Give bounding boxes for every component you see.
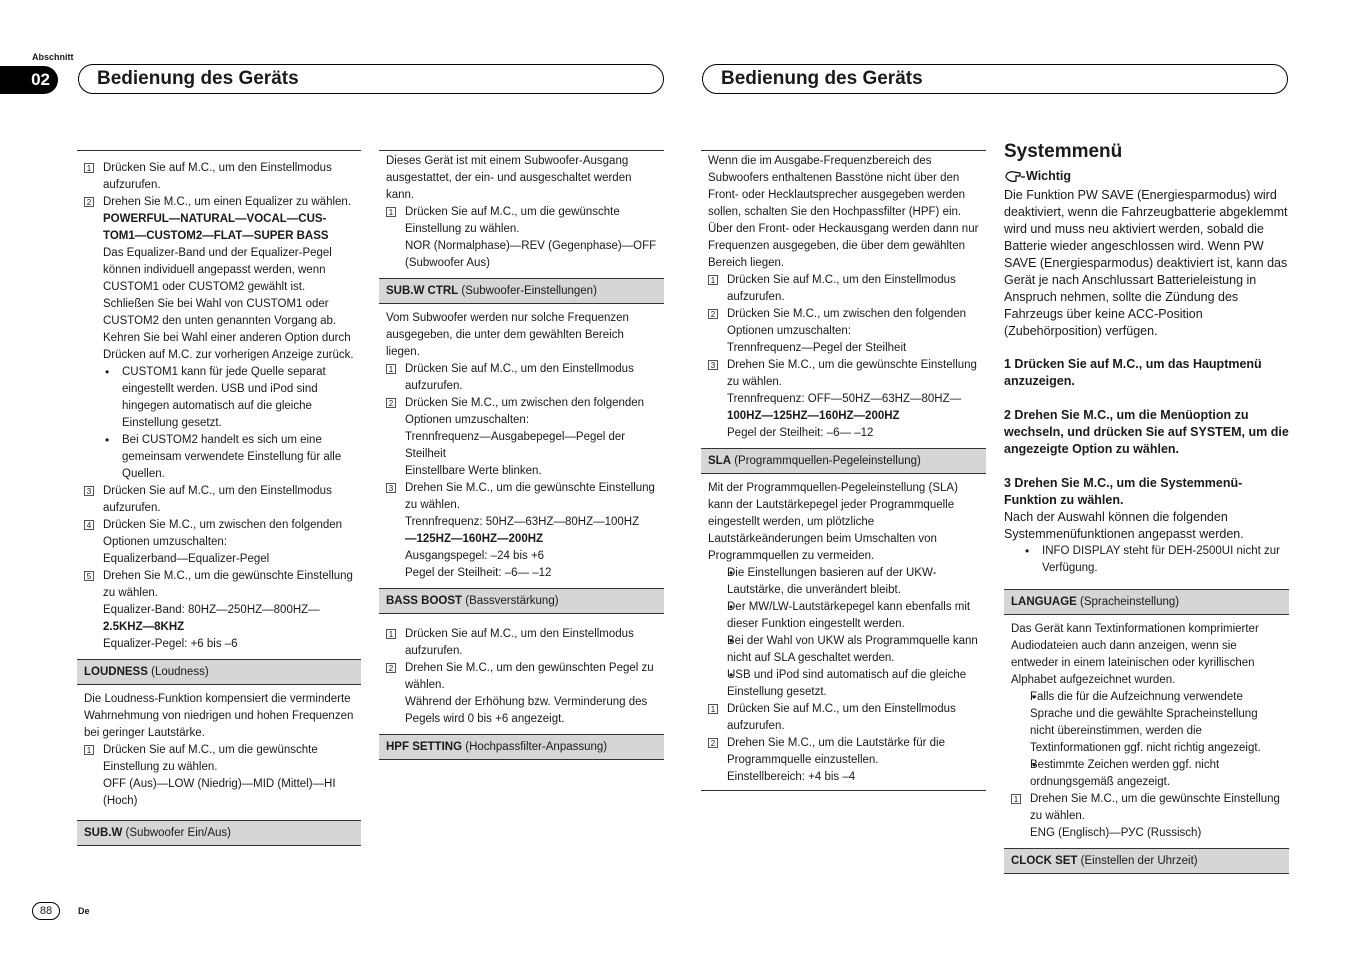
option-line: 100HZ—125HZ—160HZ—200HZ (727, 410, 900, 422)
column-3 (701, 150, 986, 791)
list-item: 1 Drücken Sie auf M.C., um die gewünschte Einstellung zu wählen. (386, 204, 660, 238)
option-line: Einstellbereich: +4 bis –4 (727, 771, 856, 783)
list-item: 1 Drücken Sie auf M.C., um den Einstellmodus aufzurufen. (708, 272, 982, 306)
setting-key: CLOCK SET (1011, 855, 1078, 867)
subw-ctrl-description: Vom Subwoofer werden nur solche Frequenzen ausgegeben, die unter dem gewählten Bereich liegen. (386, 312, 629, 358)
option-line: Ausgangspegel: –24 bis +6 (405, 550, 545, 562)
step-text: Drehen Sie M.C., um die gewünschte Einstellung zu wählen. (103, 570, 353, 599)
eq-options-line: POWERFUL—NATURAL—VOCAL—CUS- (103, 213, 327, 225)
option-line: Trennfrequenz: OFF—50HZ—63HZ—80HZ— (727, 393, 962, 405)
option-line: Während der Erhöhung bzw. Verminderung des Pegels wird 0 bis +6 angezeigt. (405, 696, 648, 725)
option-line: Equalizerband—Equalizer-Pegel (103, 553, 270, 565)
list-item: 1 Drücken Sie auf M.C., um den Einstellmodus aufzurufen. (708, 701, 982, 735)
bullet-item (708, 633, 982, 667)
setting-key: LANGUAGE (1011, 596, 1077, 608)
list-item: 2 Drehen Sie M.C., um die Lautstärke für die Programmquelle einzustellen. (708, 735, 982, 769)
option-line: Trennfrequenz—Pegel der Steilheit (727, 342, 907, 354)
option-line: Equalizer-Pegel: +6 bis –6 (103, 638, 238, 650)
list-item: 2 Drehen Sie M.C., um den gewünschten Pegel zu wählen. (386, 660, 660, 694)
system-step-1: 1 Drücken Sie auf M.C., um das Hauptmenü anzuzeigen. (1004, 357, 1262, 388)
section-header-sla (701, 448, 986, 474)
loudness-description: Die Loudness-Funktion kompensiert die verminderte Wahrnehmung von niedrigen und hohen Frequenzen bei geringer Lautstärke. (84, 693, 354, 739)
setting-desc: (Hochpassfilter-Anpassung) (465, 741, 608, 753)
option-line: Trennfrequenz: 50HZ—63HZ—80HZ—100HZ (405, 516, 640, 528)
list-item: 1 Drücken Sie auf M.C., um den Einstellmodus aufzurufen. (386, 361, 660, 395)
setting-desc: (Subwoofer-Einstellungen) (461, 285, 597, 297)
option-line: 2.5KHZ—8KHZ (103, 621, 185, 633)
important-description: Die Funktion PW SAVE (Energiesparmodus) wird deaktiviert, wenn die Fahrzeugbatterie abgeklemmt wird und muss neu aktiviert werden, sobald die Batterie wieder angeschlossen wird. Wenn PW SAVE (Energiesparmodus) deaktiviert ist, kann das Gerät je nach Anschlussart Batterieleistung in Anspruch nehmen, sollte die Zündung des Fahrzeugs über keine ACC-Position (Zubehörposition) verfügen. (1004, 188, 1288, 338)
system-step-2: 2 Drehen Sie M.C., um die Menüoption zu wechseln, und drücken Sie auf SYSTEM, um die angezeigte Option zu wählen. (1004, 408, 1289, 456)
bullet-item (84, 364, 357, 432)
list-item: 5 Drehen Sie M.C., um die gewünschte Einstellung zu wählen. (84, 568, 357, 602)
sla-description: Mit der Programmquellen-Pegeleinstellung (SLA) kann der Lautstärkepegel jeder Programmquelle eingestellt werden, um plötzliche Lautstärkeänderungen beim Umschalten von Programmquellen zu vermeiden. (708, 482, 958, 562)
hpf-description: Wenn die im Ausgabe-Frequenzbereich des Subwoofers enthaltenen Basstöne nicht über den Front- oder Hecklautsprecher ausgegeben werden sollen, schalten Sie den Hochpassfilter (HPF) ein. Über den Front- oder Heckausgang werden dann nur Frequenzen ausgegeben, die über dem gewählten Bereich liegen. (708, 155, 979, 269)
list-item: 1 Drücken Sie auf M.C., um den Einstellmodus aufzurufen. (84, 160, 357, 194)
option-line: —125HZ—160HZ—200HZ (405, 533, 544, 545)
step-text: Drücken Sie M.C., um zwischen den folgenden Optionen umzuschalten: (405, 397, 645, 426)
step-text: Drücken Sie auf M.C., um den Einstellmodus aufzurufen. (405, 628, 634, 657)
page-number: 88 (32, 902, 60, 920)
step-text: Drücken Sie auf M.C., um die gewünschte Einstellung zu wählen. (405, 206, 620, 235)
setting-desc: (Spracheinstellung) (1080, 596, 1180, 608)
bullet-item (1004, 543, 1289, 577)
section-header-bass-boost (379, 588, 664, 614)
bullet-text: Bei CUSTOM2 handelt es sich um eine gemeinsam verwendete Einstellung für alle Quellen. (122, 434, 342, 480)
section-header-clock-set (1004, 848, 1289, 874)
important-label (1004, 168, 1289, 185)
column-4 (1004, 143, 1289, 880)
list-item: 1 Drehen Sie M.C., um die gewünschte Einstellung zu wählen. (1011, 791, 1285, 825)
bullet-item (84, 432, 357, 483)
step-text: Drehen Sie M.C., um einen Equalizer zu wählen. (103, 196, 352, 208)
setting-key: SUB.W CTRL (386, 285, 459, 297)
bullet-text: Die Einstellungen basieren auf der UKW-Lautstärke, die unverändert bleibt. (727, 567, 937, 596)
warning-hand-icon (1004, 170, 1026, 184)
section-header-subw (77, 820, 361, 846)
list-item: 4 Drücken Sie M.C., um zwischen den folgenden Optionen umzuschalten: (84, 517, 357, 551)
list-item: 2 Drücken Sie M.C., um zwischen den folgenden Optionen umzuschalten: (386, 395, 660, 429)
column-1 (77, 150, 361, 852)
step-text: Drücken Sie auf M.C., um den Einstellmodus aufzurufen. (727, 703, 956, 732)
column-2 (379, 150, 664, 766)
eq-options-line: TOM1—CUSTOM2—FLAT—SUPER BASS (103, 230, 329, 242)
bullet-text: Bestimmte Zeichen werden ggf. nicht ordnungsgemäß angezeigt. (1030, 759, 1220, 788)
bullet-item (1011, 757, 1285, 791)
setting-key: BASS BOOST (386, 595, 463, 607)
step-text: Drücken Sie auf M.C., um den Einstellmodus aufzurufen. (103, 162, 332, 191)
bullet-text: CUSTOM1 kann für jede Quelle separat eingestellt werden. USB und iPod sind hingegen automatisch auf die gleiche Einstellung gesetzt. (122, 366, 326, 429)
system-step-3-description: Nach der Auswahl können die folgenden Systemmenüfunktionen angepasst werden. (1004, 510, 1244, 541)
setting-desc: (Einstellen der Uhrzeit) (1080, 855, 1198, 867)
step-text: Drehen Sie M.C., um die gewünschte Einstellung zu wählen. (727, 359, 977, 388)
setting-desc: (Loudness) (151, 666, 209, 678)
step-text: Drücken Sie M.C., um zwischen den folgenden Optionen umzuschalten: (103, 519, 343, 548)
important-text: Wichtig (1026, 169, 1072, 183)
section-header-loudness (77, 659, 361, 685)
eq-description: Das Equalizer-Band und der Equalizer-Pegel können individuell angepasst werden, wenn CUSTOM1 oder CUSTOM2 gewählt ist. Schließen Sie bei Wahl von CUSTOM1 oder CUSTOM2 den unten genannten Vorgang ab. Kehren Sie bei Wahl einer anderen Option durch Drücken auf M.C. zur vorherigen Anzeige zurück. (103, 247, 354, 361)
setting-key: SUB.W (84, 827, 123, 839)
bullet-text: Bei der Wahl von UKW als Programmquelle kann nicht auf SLA geschaltet werden. (727, 635, 978, 664)
option-line: Pegel der Steilheit: –6— –12 (405, 567, 552, 579)
step-text: Drücken Sie auf M.C., um den Einstellmodus aufzurufen. (103, 485, 332, 514)
step-text: Drehen Sie M.C., um die gewünschte Einstellung zu wählen. (405, 482, 655, 511)
step-text: Drehen Sie M.C., um den gewünschten Pegel zu wählen. (405, 662, 654, 691)
list-item: 3 Drehen Sie M.C., um die gewünschte Einstellung zu wählen. (708, 357, 982, 391)
system-menu-title: Systemmenü (1004, 141, 1123, 162)
system-step-3: 3 Drehen Sie M.C., um die Systemmenü-Funktion zu wählen. (1004, 476, 1243, 507)
setting-desc: (Programmquellen-Pegeleinstellung) (734, 455, 921, 467)
bullet-item (708, 565, 982, 599)
step-text: Drehen Sie M.C., um die Lautstärke für die Programmquelle einzustellen. (727, 737, 945, 766)
bullet-text: USB und iPod sind automatisch auf die gleiche Einstellung gesetzt. (727, 669, 967, 698)
option-line: Einstellbare Werte blinken. (405, 465, 542, 477)
option-line: NOR (Normalphase)—REV (Gegenphase)—OFF (Subwoofer Aus) (405, 240, 657, 269)
list-item: 2 Drehen Sie M.C., um einen Equalizer zu wählen. (84, 194, 357, 211)
step-text: Drücken Sie auf M.C., um die gewünschte Einstellung zu wählen. (103, 744, 318, 773)
section-number-tab: 02 (0, 66, 58, 94)
eq-options (84, 211, 357, 245)
list-item: 1 Drücken Sie auf M.C., um den Einstellmodus aufzurufen. (386, 626, 660, 660)
list-item: 1 Drücken Sie auf M.C., um die gewünschte Einstellung zu wählen. (84, 742, 357, 776)
section-header-language (1004, 589, 1289, 615)
bullet-item (1011, 689, 1285, 757)
option-line: ENG (Englisch)—РУС (Russisch) (1030, 827, 1202, 839)
option-line: Pegel der Steilheit: –6— –12 (727, 427, 874, 439)
section-header-subw-ctrl (379, 278, 664, 304)
list-item: 3 Drehen Sie M.C., um die gewünschte Einstellung zu wählen. (386, 480, 660, 514)
bullet-item (708, 599, 982, 633)
bullet-text: Falls die für die Aufzeichnung verwendete Sprache und die gewählte Spracheinstellung nicht übereinstimmen, werden die Textinformationen ggf. nicht richtig angezeigt. (1030, 691, 1261, 754)
setting-desc: (Bassverstärkung) (465, 595, 559, 607)
option-line: Trennfrequenz—Ausgabepegel—Pegel der Steilheit (405, 431, 626, 460)
step-text: Drücken Sie auf M.C., um den Einstellmodus aufzurufen. (405, 363, 634, 392)
step-text: Drücken Sie auf M.C., um den Einstellmodus aufzurufen. (727, 274, 956, 303)
page-title-right: Bedienung des Geräts (702, 64, 1288, 94)
section-label: Abschnitt (32, 52, 74, 62)
list-item: 3 Drücken Sie auf M.C., um den Einstellmodus aufzurufen. (84, 483, 357, 517)
setting-key: LOUDNESS (84, 666, 148, 678)
step-text: Drücken Sie M.C., um zwischen den folgenden Optionen umzuschalten: (727, 308, 967, 337)
setting-key: HPF SETTING (386, 741, 463, 753)
setting-desc: (Subwoofer Ein/Aus) (125, 827, 232, 839)
option-line: Equalizer-Band: 80HZ—250HZ—800HZ— (103, 604, 320, 616)
bullet-text: INFO DISPLAY steht für DEH-2500UI nicht zur Verfügung. (1042, 545, 1280, 574)
language-description: Das Gerät kann Textinformationen komprimierter Audiodateien auch dann anzeigen, wenn sie entweder in einem lateinischen oder kyrillischen Alphabet aufgezeichnet wurden. (1011, 623, 1259, 686)
subw-description: Dieses Gerät ist mit einem Subwoofer-Ausgang ausgestattet, der ein- und ausgeschaltet werden kann. (386, 155, 632, 201)
setting-key: SLA (708, 455, 731, 467)
option-line: OFF (Aus)—LOW (Niedrig)—MID (Mittel)—HI (Hoch) (103, 778, 336, 807)
section-header-hpf (379, 734, 664, 760)
bullet-item (708, 667, 982, 701)
language-code: De (78, 906, 90, 916)
page-title-left: Bedienung des Geräts (78, 64, 664, 94)
step-text: Drehen Sie M.C., um die gewünschte Einstellung zu wählen. (1030, 793, 1280, 822)
bullet-text: Der MW/LW-Lautstärkepegel kann ebenfalls mit dieser Funktion eingestellt werden. (727, 601, 971, 630)
list-item: 2 Drücken Sie M.C., um zwischen den folgenden Optionen umzuschalten: (708, 306, 982, 340)
